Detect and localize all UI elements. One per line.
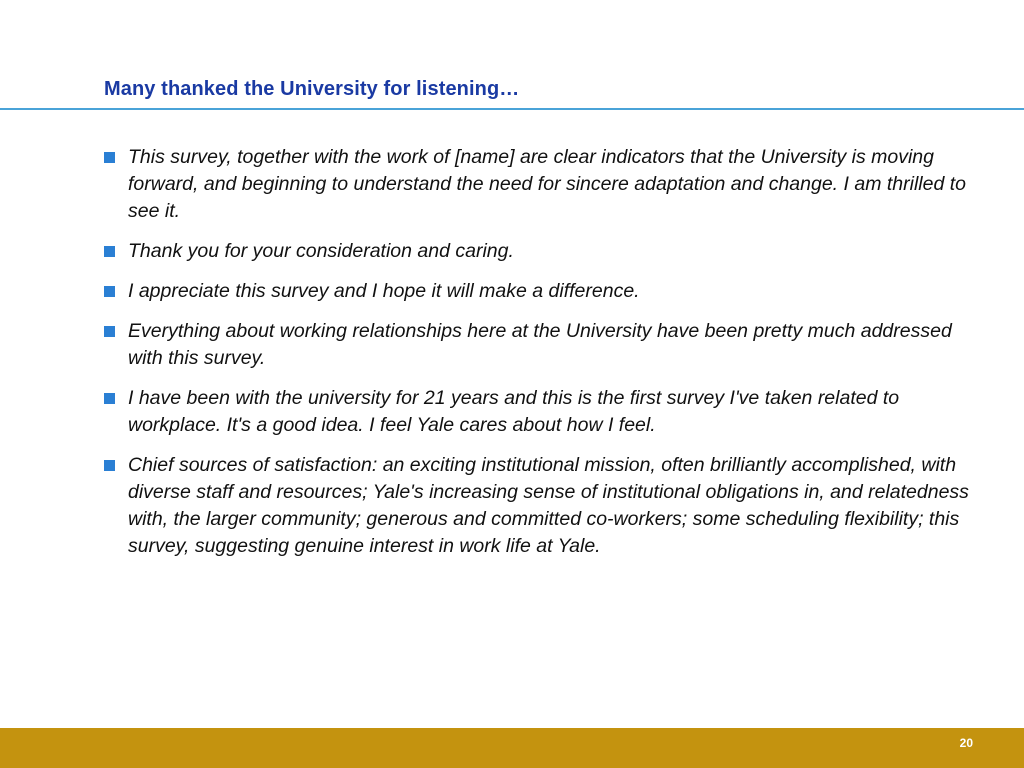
bullet-item [104, 385, 984, 439]
bullet-text: Thank you for your consideration and caring. [128, 240, 514, 262]
square-bullet-icon [104, 152, 115, 163]
square-bullet-icon [104, 460, 115, 471]
bullet-item [104, 278, 984, 305]
bullet-text: Everything about working relationships here at the University have been pretty much addressed with this survey. [128, 320, 952, 369]
square-bullet-icon [104, 286, 115, 297]
bullet-text: This survey, together with the work of [name] are clear indicators that the University is moving forward, and beginning to understand the need for sincere adaptation and change. I am thrilled to see it. [128, 146, 966, 222]
slide-title: Many thanked the University for listening… [104, 78, 520, 100]
footer-bar [0, 728, 1024, 768]
bullet-item [104, 318, 984, 372]
page-number: 20 [959, 736, 973, 750]
bullet-item [104, 452, 984, 560]
bullet-item [104, 238, 984, 265]
square-bullet-icon [104, 246, 115, 257]
bullet-text: I have been with the university for 21 years and this is the first survey I've taken related to workplace. It's a good idea. I feel Yale cares about how I feel. [128, 387, 900, 436]
bullet-text: Chief sources of satisfaction: an exciting institutional mission, often brilliantly accomplished, with diverse staff and resources; Yale's increasing sense of institutional obligations in, and relatedness with, the larger community; generous and committed co-workers; some scheduling flexibility; this survey, suggesting genuine interest in work life at Yale. [128, 454, 969, 557]
bullet-item [104, 144, 984, 225]
title-divider [0, 108, 1024, 110]
bullet-list [104, 144, 984, 573]
bullet-text: I appreciate this survey and I hope it will make a difference. [128, 280, 640, 302]
square-bullet-icon [104, 393, 115, 404]
square-bullet-icon [104, 326, 115, 337]
